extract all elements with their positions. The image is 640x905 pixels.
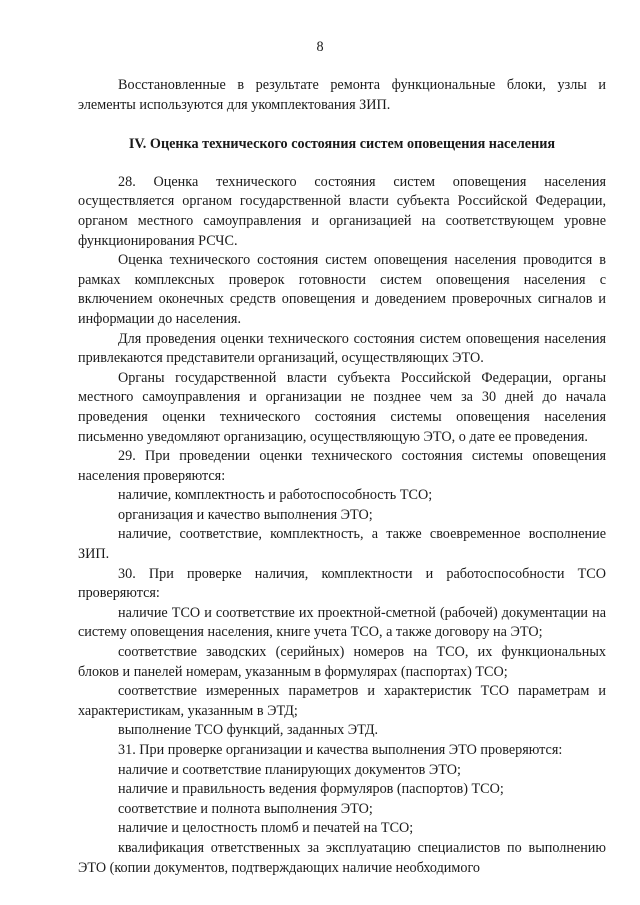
list-item-seals: наличие и целостность пломб и печатей на ТСО; (118, 820, 414, 837)
list-item-measured-parameters: соответствие измеренных параметров и характеристик ТСО параметрам и характеристикам, указанным в ЭТД; (78, 683, 606, 719)
page-number: 8 (316, 39, 324, 55)
list-item-zip: наличие, соответствие, комплектность, а также своевременное восполнение ЗИП. (78, 526, 606, 563)
list-item-serial-numbers: соответствие заводских (серийных) номеров на ТСО, их функциональных блоков и панелей номерам, указанным в формулярах (паспортах) ТСО; (78, 644, 606, 680)
paragraph-28: 28. Оценка технического состояния систем оповещения населения осуществляется органом государственной власти субъекта Российской Федерации, органом местного самоуправления и организацией на соответствующем уровне функционирования РСЧС. (78, 173, 606, 249)
paragraph-representatives: Для проведения оценки технического состояния систем оповещения населения привлекаются представители организаций, осуществляющих ЭТО. (78, 330, 606, 367)
list-item-tso-availability: наличие, комплектность и работоспособность ТСО; (118, 487, 433, 504)
list-item-forms: наличие и правильность ведения формуляров (паспортов) ТСО; (118, 781, 504, 798)
section-heading: IV. Оценка технического состояния систем оповещения населения (128, 136, 556, 153)
list-item-eto-completeness: соответствие и полнота выполнения ЭТО; (118, 800, 373, 817)
document-body (78, 76, 606, 878)
list-item-qualification: квалификация ответственных за эксплуатацию специалистов по выполнению ЭТО (копии документов, подтверждающих наличие необходимого (78, 839, 606, 876)
intro-paragraph: Восстановленные в результате ремонта функциональные блоки, узлы и элементы используются для укомплектования ЗИП. (78, 77, 606, 113)
list-item-planning-documents: наличие и соответствие планирующих документов ЭТО; (118, 761, 461, 778)
list-item-tso-functions: выполнение ТСО функций, заданных ЭТД. (118, 722, 379, 739)
paragraph-31: 31. При проверке организации и качества выполнения ЭТО проверяются: (118, 742, 563, 758)
paragraph-30: 30. При проверке наличия, комплектности и работоспособности ТСО проверяются: (78, 565, 606, 602)
paragraph-29: 29. При проведении оценки технического состояния системы оповещения населения проверяются: (78, 448, 606, 484)
paragraph-notification: Органы государственной власти субъекта Российской Федерации, органы местного самоуправления и организации не позднее чем за 30 дней до начала проведения оценки технического состояния системы оповещения населения письменно уведомляют организацию, осуществляющую ЭТО, о дате ее проведения. (78, 369, 606, 445)
list-item-eto-organization: организация и качество выполнения ЭТО; (118, 506, 373, 523)
paragraph-assessment-scope: Оценка технического состояния систем оповещения населения проводится в рамках комплексных проверок готовности систем оповещения населения с включением оконечных средств оповещения и доведением проверочных сигналов и информации до населения. (78, 252, 606, 327)
list-item-tso-documentation: наличие ТСО и соответствие их проектной-сметной (рабочей) документации на систему оповещения населения, книге учета ТСО, а также договору на ЭТО; (78, 604, 606, 641)
